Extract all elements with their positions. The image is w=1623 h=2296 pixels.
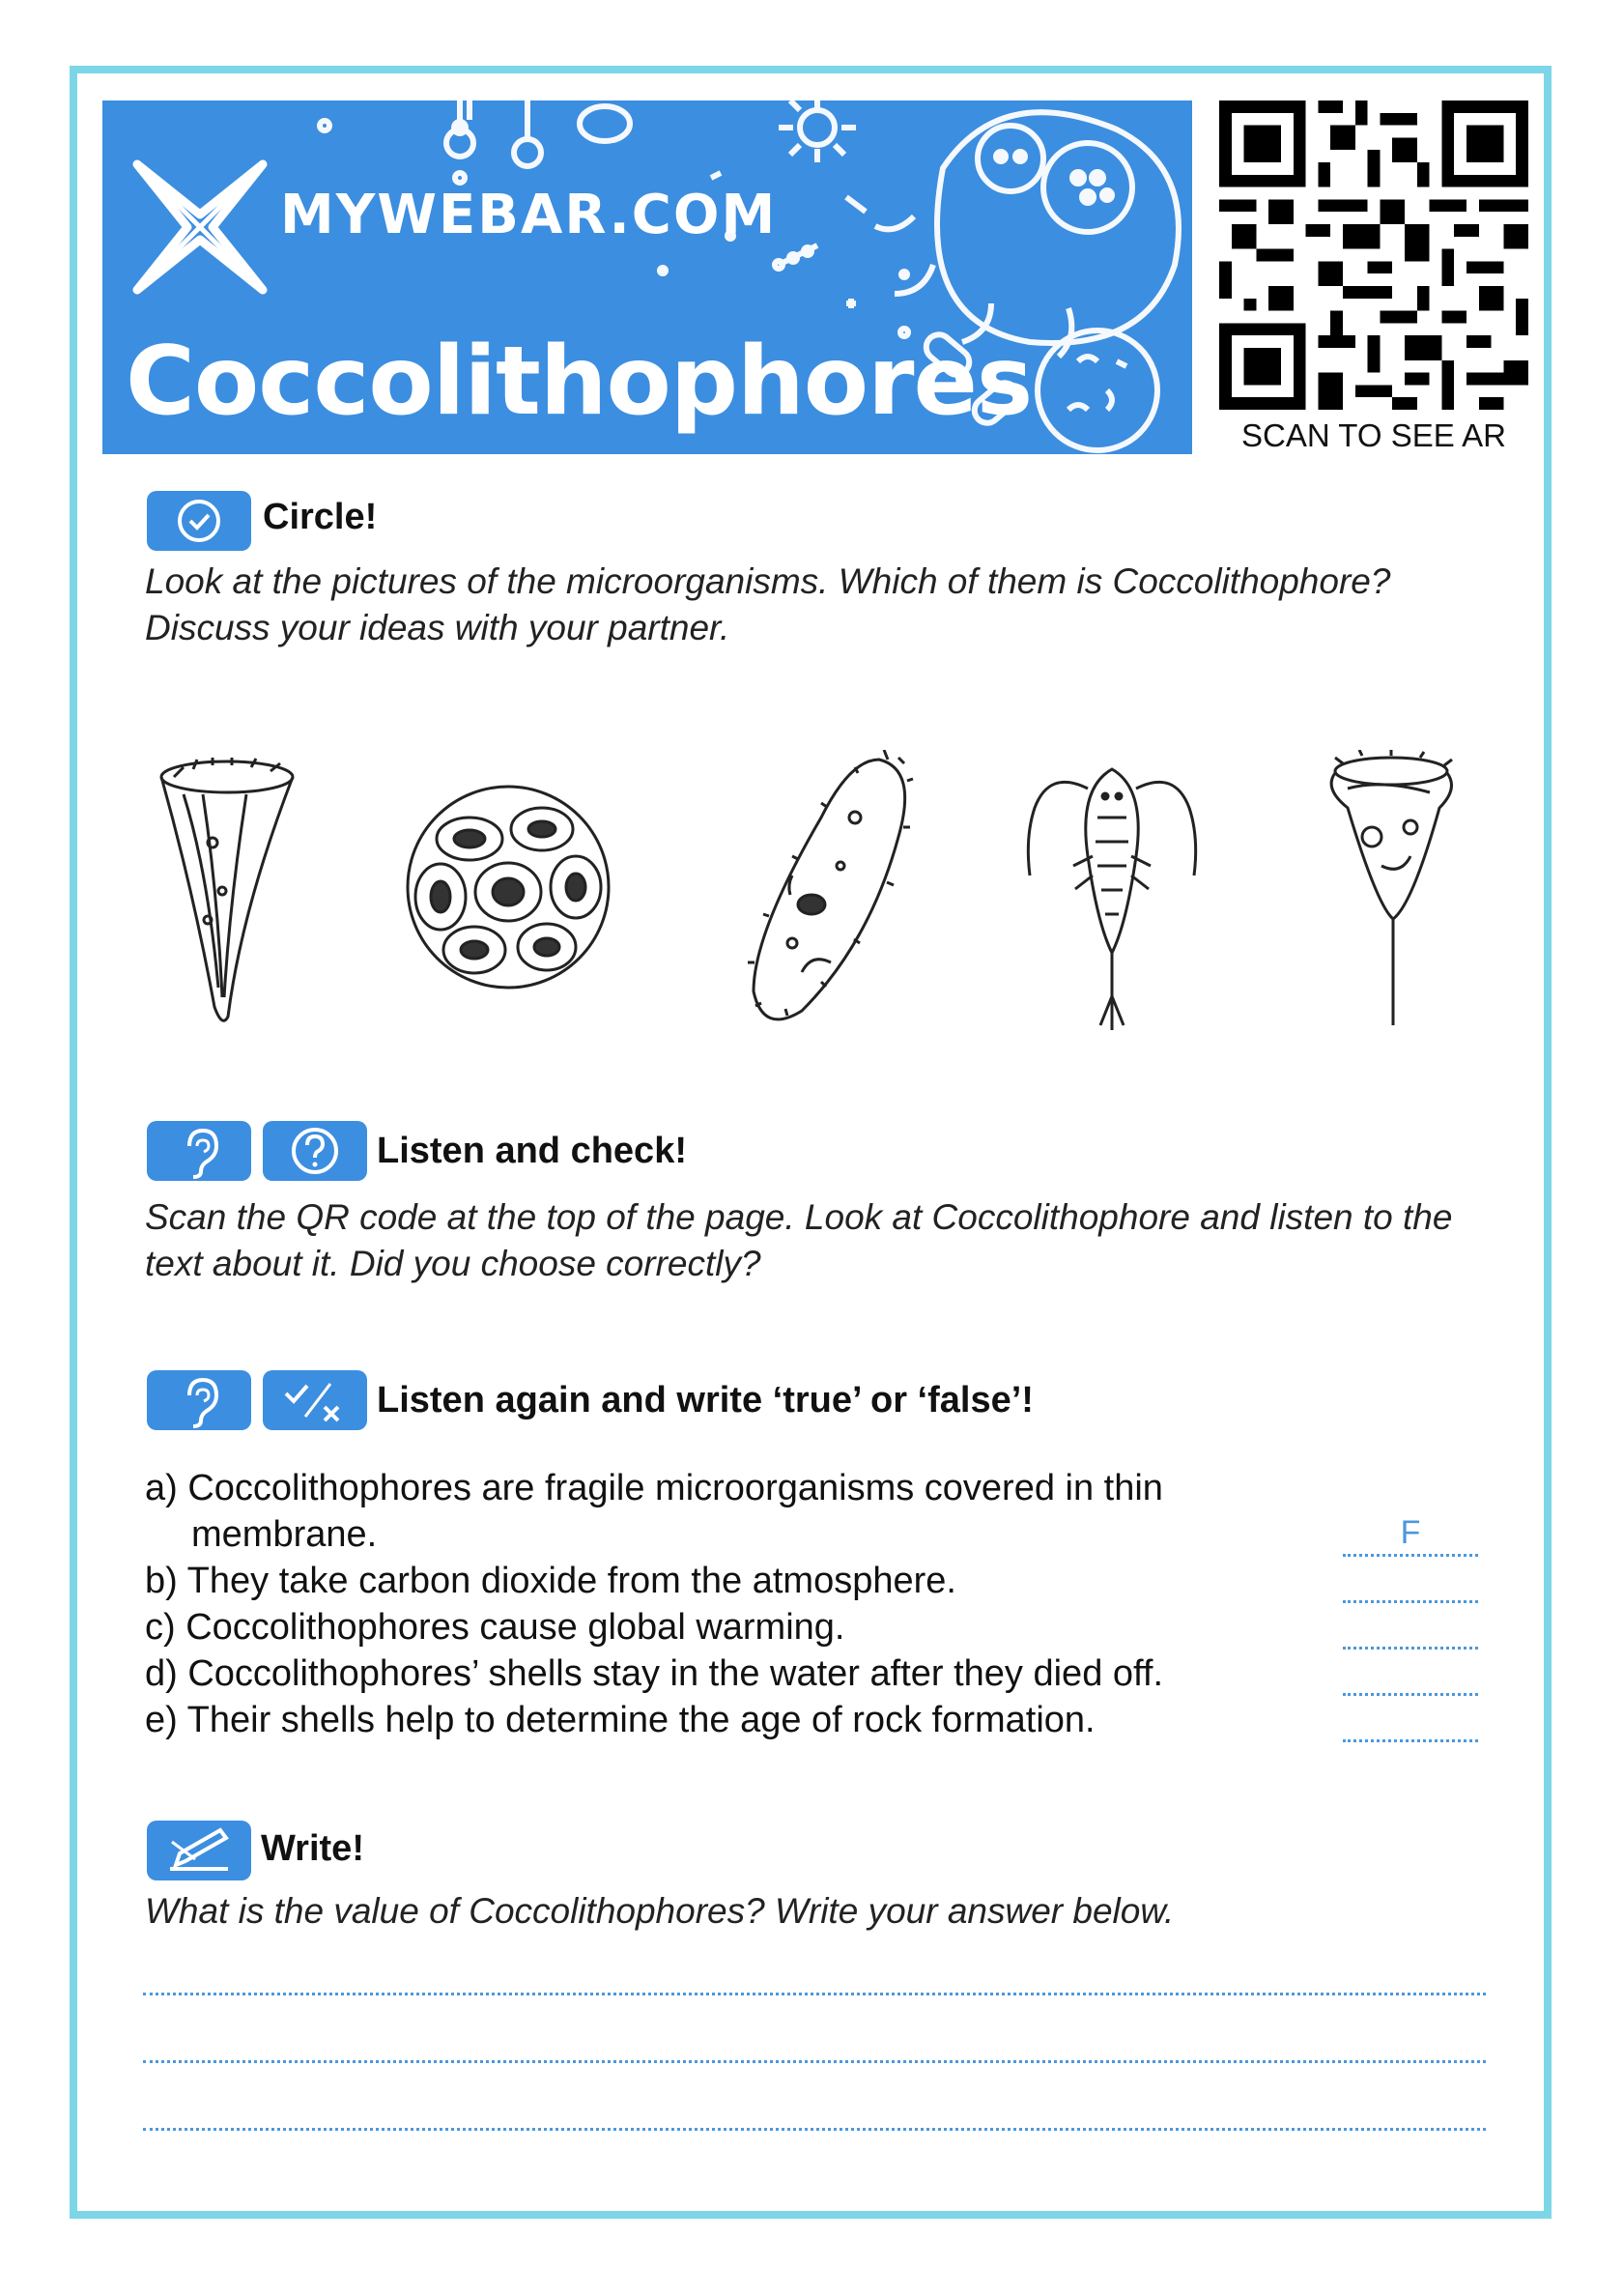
answer-field-a[interactable]: F <box>1343 1515 1478 1557</box>
listen-badge <box>147 1121 251 1181</box>
check-circle-icon <box>147 491 251 551</box>
answer-line-1[interactable] <box>143 1993 1486 1995</box>
ear-icon <box>147 1121 251 1181</box>
listen-check-instruction-line1: Scan the QR code at the top of the page. Look at Coccolithophore and listen to the <box>145 1197 1453 1237</box>
answer-line-2[interactable] <box>143 2060 1486 2063</box>
listen-check-instruction <box>145 1194 1452 1287</box>
answer-field-b[interactable] <box>1343 1562 1478 1603</box>
check-cross-icon <box>263 1370 367 1430</box>
pencil-paper-icon <box>147 1821 251 1880</box>
ear-icon <box>147 1370 251 1430</box>
page-title: Coccolithophores <box>126 327 1033 437</box>
organism-paramecium-image[interactable] <box>734 750 918 1030</box>
answer-field-e[interactable] <box>1343 1701 1478 1742</box>
statement-b: b) They take carbon dioxide from the atmosphere. <box>145 1561 956 1601</box>
statement-e: e) Their shells help to determine the age of rock formation. <box>145 1700 1096 1740</box>
statement-c: c) Coccolithophores cause global warming. <box>145 1607 845 1648</box>
section-title-write: Write! <box>261 1828 364 1869</box>
answer-field-c[interactable] <box>1343 1608 1478 1650</box>
organism-vorticella-image[interactable] <box>1324 750 1468 1030</box>
organism-copepod-image[interactable] <box>1020 750 1204 1040</box>
question-icon <box>263 1121 367 1181</box>
check-badge <box>263 1121 367 1181</box>
listen-check-instruction-line2: text about it. Did you choose correctly? <box>145 1244 761 1283</box>
qr-caption: SCAN TO SEE AR <box>1241 417 1506 453</box>
listen-again-badge <box>147 1370 251 1430</box>
section-title-listen-check: Listen and check! <box>377 1131 687 1171</box>
section-title-true-false: Listen again and write ‘true’ or ‘false’! <box>377 1380 1034 1421</box>
circle-instruction <box>145 559 1390 651</box>
statement-a-line2: membrane. <box>191 1514 378 1555</box>
circle-task-badge <box>147 491 251 551</box>
answer-line-3[interactable] <box>143 2128 1486 2131</box>
organism-coccolithophore-image[interactable] <box>402 781 614 993</box>
answer-field-d[interactable] <box>1343 1654 1478 1696</box>
brand-name: MYWEBAR.COM <box>280 184 778 246</box>
organism-stentor-image[interactable] <box>155 756 299 1036</box>
statement-d: d) Coccolithophores’ shells stay in the water after they died off. <box>145 1653 1163 1694</box>
true-false-badge <box>263 1370 367 1430</box>
circle-instruction-line1: Look at the pictures of the microorganisms. Which of them is Coccolithophore? <box>145 561 1391 601</box>
write-instruction: What is the value of Coccolithophores? Write your answer below. <box>145 1891 1175 1931</box>
section-title-circle: Circle! <box>263 497 378 537</box>
qr-code-icon[interactable] <box>1219 100 1528 410</box>
statement-a <box>145 1465 1163 1558</box>
statement-a-line1: a) Coccolithophores are fragile microorganisms covered in thin <box>145 1468 1163 1508</box>
write-badge <box>147 1821 251 1880</box>
circle-instruction-line2: Discuss your ideas with your partner. <box>145 608 730 647</box>
mywebar-logo-icon <box>128 155 272 300</box>
